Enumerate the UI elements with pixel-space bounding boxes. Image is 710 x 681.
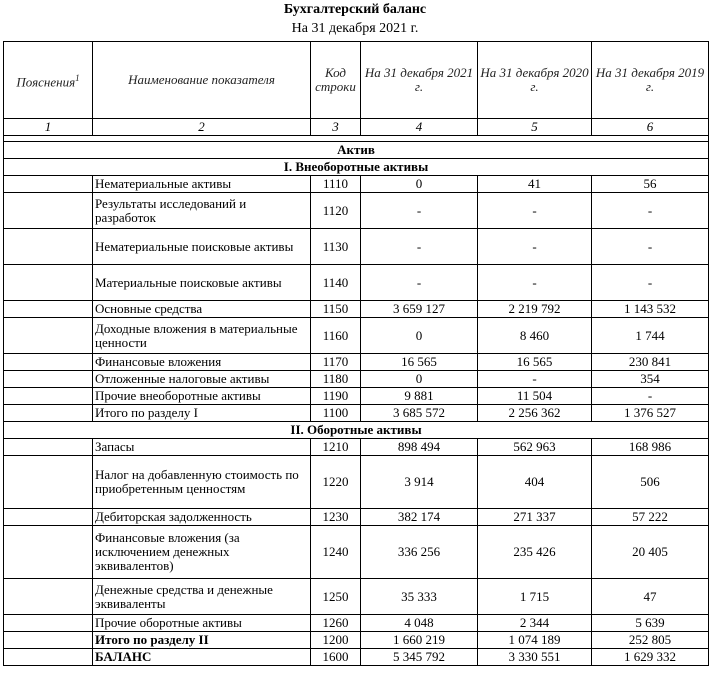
row-code: 1600 [311, 649, 361, 666]
row-name: Отложенные налоговые активы [93, 371, 311, 388]
value-2020: 11 504 [478, 388, 592, 405]
table-row [4, 388, 709, 405]
table-row [4, 456, 709, 509]
value-2021: 3 659 127 [361, 301, 478, 318]
row-code: 1110 [311, 176, 361, 193]
value-2021: - [361, 229, 478, 265]
value-2019: - [592, 229, 709, 265]
value-2019: - [592, 265, 709, 301]
value-2020: - [478, 265, 592, 301]
value-2019: 56 [592, 176, 709, 193]
header-code: Код строки [311, 42, 361, 119]
value-2021: 4 048 [361, 615, 478, 632]
table-row [4, 405, 709, 422]
table-row [4, 526, 709, 579]
value-2019: 506 [592, 456, 709, 509]
value-2021: 898 494 [361, 439, 478, 456]
header-2021: На 31 декабря 2021 г. [361, 42, 478, 119]
column-number: 4 [361, 119, 478, 136]
table-row [4, 229, 709, 265]
table-row [4, 509, 709, 526]
row-name: Материальные поисковые активы [93, 265, 311, 301]
row-name: Денежные средства и денежные эквиваленты [93, 579, 311, 615]
table-row [4, 176, 709, 193]
value-2020: 8 460 [478, 318, 592, 354]
row-name: Финансовые вложения [93, 354, 311, 371]
notes-cell [4, 649, 93, 666]
value-2021: 16 565 [361, 354, 478, 371]
value-2020: 2 219 792 [478, 301, 592, 318]
row-code: 1120 [311, 193, 361, 229]
value-2020: 3 330 551 [478, 649, 592, 666]
value-2021: 5 345 792 [361, 649, 478, 666]
section2-heading: II. Оборотные активы [4, 422, 709, 439]
table-row [4, 649, 709, 666]
notes-cell [4, 526, 93, 579]
value-2020: 41 [478, 176, 592, 193]
section1-heading: I. Внеоборотные активы [4, 159, 709, 176]
row-name: Итого по разделу II [93, 632, 311, 649]
table-row [4, 193, 709, 229]
value-2019: - [592, 193, 709, 229]
value-2021: 0 [361, 318, 478, 354]
notes-cell [4, 193, 93, 229]
notes-cell [4, 615, 93, 632]
notes-cell [4, 229, 93, 265]
notes-cell [4, 371, 93, 388]
value-2021: 0 [361, 371, 478, 388]
notes-cell [4, 509, 93, 526]
value-2019: 1 629 332 [592, 649, 709, 666]
value-2021: 3 914 [361, 456, 478, 509]
column-number: 3 [311, 119, 361, 136]
value-2021: 3 685 572 [361, 405, 478, 422]
value-2019: 1 143 532 [592, 301, 709, 318]
row-code: 1240 [311, 526, 361, 579]
notes-cell [4, 579, 93, 615]
row-name: Доходные вложения в материальные ценности [93, 318, 311, 354]
value-2021: 9 881 [361, 388, 478, 405]
column-number: 2 [93, 119, 311, 136]
value-2019: 354 [592, 371, 709, 388]
row-name: Финансовые вложения (за исключением денежных эквивалентов) [93, 526, 311, 579]
value-2020: 2 344 [478, 615, 592, 632]
row-name: Прочие оборотные активы [93, 615, 311, 632]
notes-cell [4, 176, 93, 193]
row-code: 1170 [311, 354, 361, 371]
value-2019: 1 744 [592, 318, 709, 354]
value-2021: 35 333 [361, 579, 478, 615]
value-2021: 0 [361, 176, 478, 193]
value-2020: - [478, 371, 592, 388]
document-title: Бухгалтерский баланс [283, 2, 427, 17]
header-name: Наименование показателя [93, 42, 311, 119]
balance-table [3, 41, 709, 666]
value-2020: 2 256 362 [478, 405, 592, 422]
row-code: 1200 [311, 632, 361, 649]
row-code: 1220 [311, 456, 361, 509]
notes-cell [4, 354, 93, 371]
value-2019: 57 222 [592, 509, 709, 526]
document-subtitle: На 31 декабря 2021 г. [291, 21, 419, 36]
row-name: Итого по разделу I [93, 405, 311, 422]
value-2019: 47 [592, 579, 709, 615]
notes-cell [4, 318, 93, 354]
table-row [4, 371, 709, 388]
header-2019: На 31 декабря 2019 г. [592, 42, 709, 119]
column-number: 6 [592, 119, 709, 136]
row-name: Результаты исследований и разработок [93, 193, 311, 229]
row-code: 1180 [311, 371, 361, 388]
row-code: 1250 [311, 579, 361, 615]
value-2019: 5 639 [592, 615, 709, 632]
row-name: Нематериальные активы [93, 176, 311, 193]
table-row [4, 265, 709, 301]
row-code: 1130 [311, 229, 361, 265]
table-row [4, 632, 709, 649]
value-2020: 235 426 [478, 526, 592, 579]
value-2020: - [478, 229, 592, 265]
value-2020: - [478, 193, 592, 229]
row-name: Налог на добавленную стоимость по приобретенным ценностям [93, 456, 311, 509]
section1-row [4, 159, 709, 176]
row-code: 1160 [311, 318, 361, 354]
notes-cell [4, 301, 93, 318]
row-code: 1150 [311, 301, 361, 318]
value-2020: 1 715 [478, 579, 592, 615]
row-code: 1260 [311, 615, 361, 632]
row-name: БАЛАНС [93, 649, 311, 666]
value-2020: 16 565 [478, 354, 592, 371]
value-2019: 168 986 [592, 439, 709, 456]
value-2020: 1 074 189 [478, 632, 592, 649]
notes-cell [4, 439, 93, 456]
table-row [4, 301, 709, 318]
header-notes: Пояснения$^1$ [4, 42, 93, 119]
notes-cell [4, 405, 93, 422]
notes-cell [4, 388, 93, 405]
table-row [4, 354, 709, 371]
column-number-row [4, 119, 709, 136]
row-name: Прочие внеоборотные активы [93, 388, 311, 405]
row-name: Основные средства [93, 301, 311, 318]
section-active-row [4, 142, 709, 159]
row-name: Запасы [93, 439, 311, 456]
value-2021: - [361, 265, 478, 301]
column-number: 1 [4, 119, 93, 136]
notes-cell [4, 632, 93, 649]
header-row [4, 42, 709, 119]
value-2020: 271 337 [478, 509, 592, 526]
value-2021: 1 660 219 [361, 632, 478, 649]
section-active-heading: Актив [4, 142, 709, 159]
value-2019: 1 376 527 [592, 405, 709, 422]
value-2020: 562 963 [478, 439, 592, 456]
section2-row [4, 422, 709, 439]
column-number: 5 [478, 119, 592, 136]
header-2020: На 31 декабря 2020 г. [478, 42, 592, 119]
value-2021: - [361, 193, 478, 229]
table-row [4, 579, 709, 615]
row-code: 1100 [311, 405, 361, 422]
row-name: Дебиторская задолженность [93, 509, 311, 526]
row-code: 1230 [311, 509, 361, 526]
row-name: Нематериальные поисковые активы [93, 229, 311, 265]
notes-cell [4, 265, 93, 301]
table-row [4, 439, 709, 456]
table-row [4, 615, 709, 632]
value-2019: - [592, 388, 709, 405]
row-code: 1190 [311, 388, 361, 405]
notes-cell [4, 456, 93, 509]
value-2019: 20 405 [592, 526, 709, 579]
row-code: 1140 [311, 265, 361, 301]
value-2019: 230 841 [592, 354, 709, 371]
table-row [4, 318, 709, 354]
value-2019: 252 805 [592, 632, 709, 649]
value-2020: 404 [478, 456, 592, 509]
row-code: 1210 [311, 439, 361, 456]
value-2021: 336 256 [361, 526, 478, 579]
value-2021: 382 174 [361, 509, 478, 526]
